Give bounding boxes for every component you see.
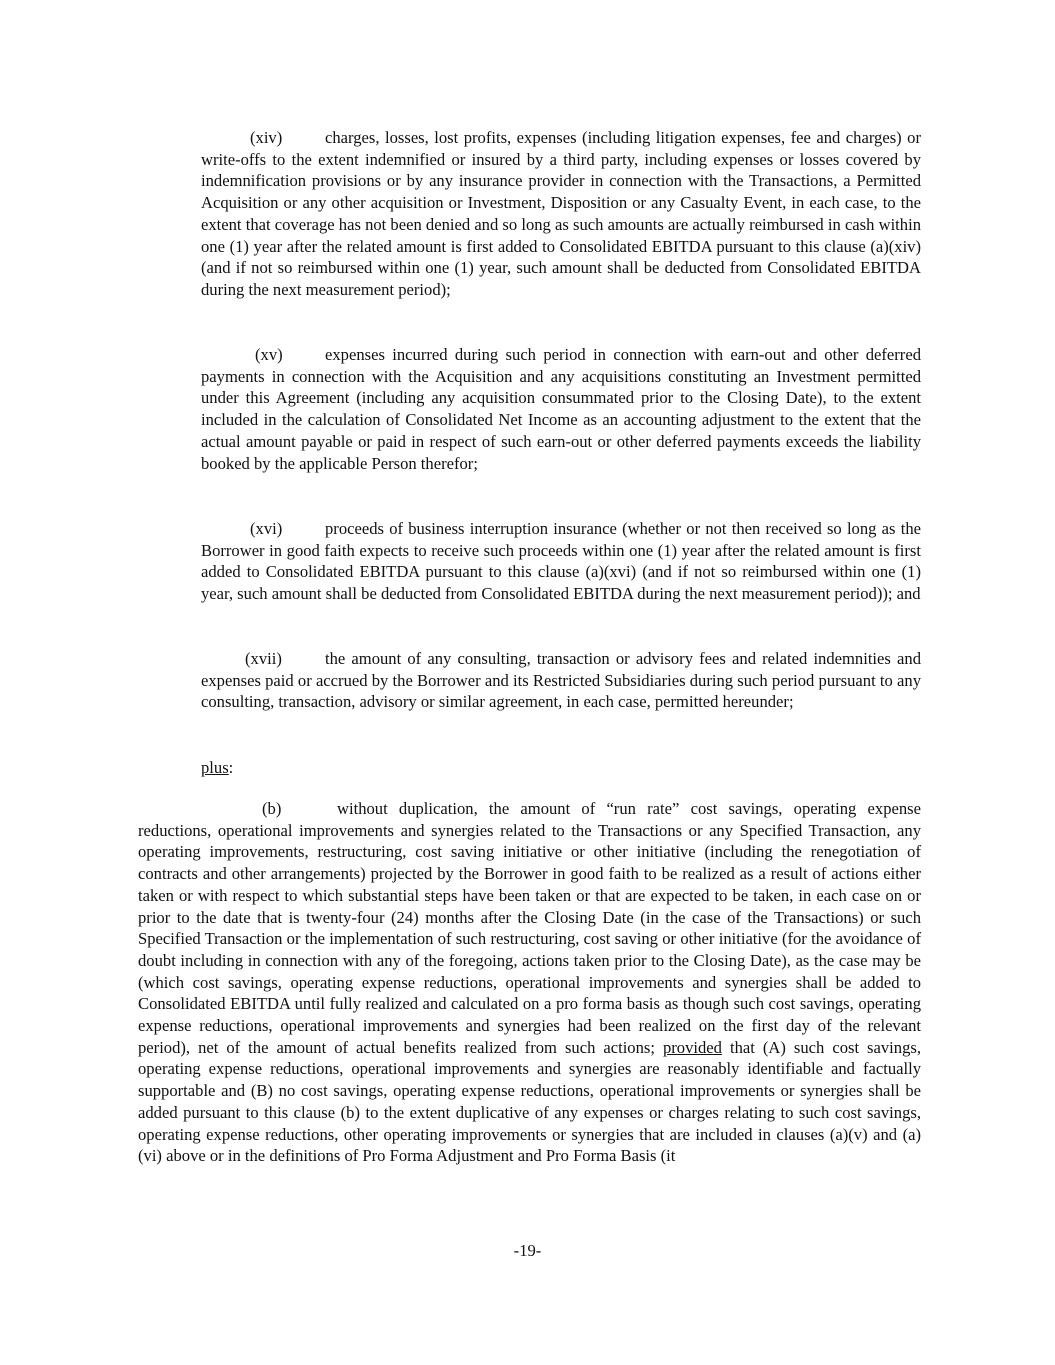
- clause-label: (b): [262, 799, 282, 818]
- clause-xvi-paragraph: [201, 518, 921, 605]
- clause-text: charges, losses, lost profits, expenses (including litigation expenses, fee and charges) or write-offs to the extent indemnified or insured by a third party, including expenses or losses covered by indemnification provisions or by any insurance provider in connection with the Transactions, a Permitted Acquisition or any other acquisition or Investment, Disposition or any Casualty Event, in each case, to the extent that coverage has not been denied and so long as such amounts are actually reimbursed in cash within one (1) year after the related amount is first added to Consolidated EBITDA pursuant to this clause (a)(xiv) (and if not so reimbursed within one (1) year, such amount shall be deducted from Consolidated EBITDA during the next measurement period);: [201, 128, 921, 299]
- clause-label: (xiv): [250, 128, 283, 147]
- plus-colon: :: [228, 758, 234, 777]
- clause-text: expenses incurred during such period in connection with earn-out and other deferred payments in connection with the Acquisition and any acquisitions constituting an Investment permitted under this Agreement (including any acquisition consummated prior to the Closing Date), to the extent included in the calculation of Consolidated Net Income as an accounting adjustment to the extent that the actual amount payable or paid in respect of such earn-out or other deferred payments exceeds the liability booked by the applicable Person therefor;: [201, 345, 921, 473]
- clause-text-continued: that (A) such cost savings, operating expense reductions, operational improvements and synergies are reasonably identifiable and factually supportable and (B) no cost savings, operating expense reductions, operational improvements or synergies shall be added pursuant to this clause (b) to the extent duplicative of any expenses or charges relating to such cost savings, operating expense reductions, other operating improvements or synergies that are included in clauses (a)(v) and (a)(vi) above or in the definitions of Pro Forma Adjustment and Pro Forma Basis (it: [138, 1037, 921, 1166]
- clause-text: the amount of any consulting, transaction or advisory fees and related indemnities and expenses paid or accrued by the Borrower and its Restricted Subsidiaries during such period pursuant to any consulting, transaction, advisory or similar agreement, in each case, permitted hereunder;: [201, 649, 921, 712]
- provided-term: provided: [662, 1037, 722, 1057]
- clause-b-paragraph: [138, 798, 921, 1167]
- clause-xvii-paragraph: [201, 648, 921, 713]
- page-number: -19-: [513, 1241, 542, 1260]
- clause-xiv-paragraph: [201, 127, 921, 301]
- clause-text: proceeds of business interruption insurance (whether or not then received so long as the Borrower in good faith expects to receive such proceeds within one (1) year after the related amount is first added to Consolidated EBITDA pursuant to this clause (a)(xvi) (and if not so reimbursed within one (1) year, such amount shall be deducted from Consolidated EBITDA during the next measurement period)); and: [201, 519, 921, 604]
- plus-word: plus: [201, 758, 229, 777]
- clause-label: (xv): [255, 345, 283, 364]
- clause-label: (xvii): [245, 649, 282, 668]
- plus-heading: [201, 757, 921, 779]
- clause-text: without duplication, the amount of “run rate” cost savings, operating expense reductions, operational improvements and synergies related to the Transactions or any Specified Transaction, any operating improvements, restructuring, cost saving initiative or other initiative (including the renegotiation of contracts and other arrangements) projected by the Borrower in good faith to be realized as a result of actions either taken or with respect to which substantial steps have been taken or that are expected to be taken, in each case on or prior to the date that is twenty-four (24) months after the Closing Date (in the case of the Transactions) or such Specified Transaction or the implementation of such restructuring, cost saving or other initiative (for the avoidance of doubt including in connection with any of the foregoing, actions taken prior to the Closing Date), as the case may be (which cost savings, operating expense reductions, operational improvements and synergies shall be added to Consolidated EBITDA until fully realized and calculated on a pro forma basis as though such cost savings, operating expense reductions, operational improvements and synergies had been realized on the first day of the relevant period), net of the amount of actual benefits realized from such actions;: [138, 799, 921, 1057]
- clause-label: (xvi): [250, 519, 283, 538]
- clause-xv-paragraph: [201, 344, 921, 474]
